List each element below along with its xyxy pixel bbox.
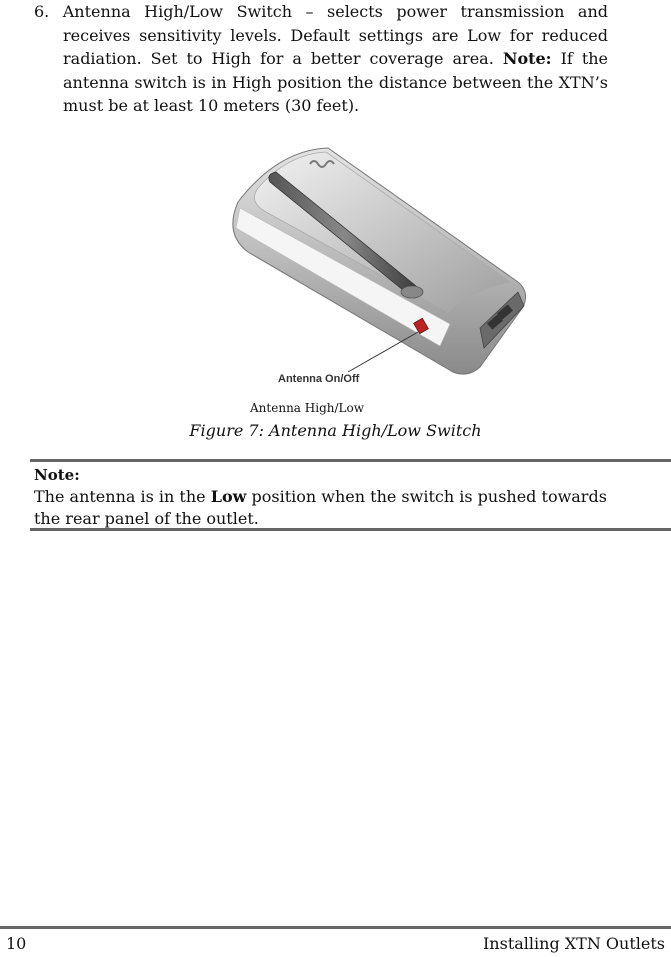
antenna-base — [401, 286, 423, 298]
list-item-number: 6. — [34, 2, 50, 21]
figure-sub-label: Antenna High/Low — [250, 401, 364, 415]
note-title: Note: — [34, 466, 80, 484]
page-number: 10 — [6, 934, 27, 953]
inline-note-label: Note: — [502, 49, 552, 68]
note-text-bold: Low — [210, 487, 247, 506]
inline-note-text: If the antenna switch is in High position the distance between the XTN’s must be at least 10 meters (30 feet). — [63, 49, 609, 115]
note-text-before: The antenna is in the — [34, 487, 211, 506]
footer-section-title: Installing XTN Outlets — [482, 934, 665, 953]
note-box — [30, 459, 671, 531]
note-text-after: position when the switch is pushed towards the rear panel of the outlet. — [34, 487, 607, 528]
list-item-antenna-switch — [34, 0, 608, 118]
figure-caption: Figure 7: Antenna High/Low Switch — [189, 421, 482, 440]
note-text — [34, 486, 634, 530]
callout-label: Antenna On/Off — [278, 373, 360, 385]
list-item-text — [34, 0, 608, 118]
outlet-device-image — [218, 142, 538, 392]
footer-rule — [0, 926, 671, 929]
list-item-lead: Antenna High/Low Switch – selects power transmission and receives sensitivity levels. Default settings are Low for reduced radiation. Set to High for a better coverage area. — [62, 2, 608, 68]
callout-line — [348, 332, 418, 372]
